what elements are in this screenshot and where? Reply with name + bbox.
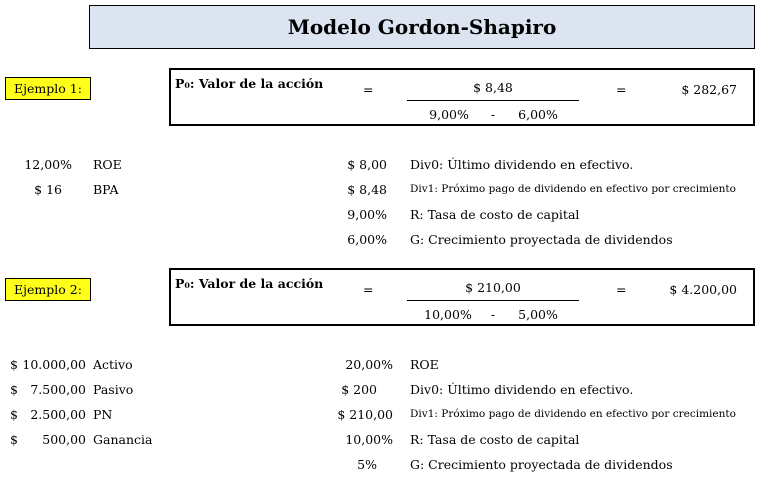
activo-label: Activo xyxy=(93,357,133,372)
div1-value: $ 210,00 xyxy=(337,407,393,422)
g-desc: G: Crecimiento proyectada de dividendos xyxy=(410,232,673,247)
pn-value: 2.500,00 xyxy=(30,407,86,422)
g-value: 6,00% xyxy=(347,232,387,247)
r-value: 9,00% xyxy=(347,207,387,222)
formula-label: P₀: Valor de la acción xyxy=(175,276,324,291)
pasivo-value: 7.500,00 xyxy=(30,382,86,397)
roe-value: 12,00% xyxy=(24,157,72,172)
roe-value: 20,00% xyxy=(345,357,393,372)
roe-desc: ROE xyxy=(410,357,439,372)
div0-desc: Div0: Último dividendo en efectivo. xyxy=(410,157,634,172)
equals-sign: = xyxy=(363,82,374,97)
div0-value: $ 200 xyxy=(341,382,377,397)
equals-sign: = xyxy=(363,282,374,297)
g-desc: G: Crecimiento proyectada de dividendos xyxy=(410,457,673,472)
example-2-label: Ejemplo 2: xyxy=(5,278,91,301)
activo-value: 10.000,00 xyxy=(22,357,86,372)
div0-desc: Div0: Último dividendo en efectivo. xyxy=(410,382,634,397)
bpa-value: $ 16 xyxy=(34,182,62,197)
formula-denominator-rate: 10,00% xyxy=(424,307,472,322)
g-value: 5% xyxy=(357,457,377,472)
example-1-label: Ejemplo 1: xyxy=(5,77,91,100)
equals-sign: = xyxy=(616,82,627,97)
div0-value: $ 8,00 xyxy=(347,157,387,172)
formula-numerator: $ 8,48 xyxy=(473,80,513,95)
roe-label: ROE xyxy=(93,157,122,172)
r-desc: R: Tasa de costo de capital xyxy=(410,207,580,222)
ganancia-value: 500,00 xyxy=(42,432,86,447)
div1-desc: Div1: Próximo pago de dividendo en efectivo por crecimiento xyxy=(410,408,736,420)
pasivo-label: Pasivo xyxy=(93,382,134,397)
bpa-label: BPA xyxy=(93,182,119,197)
currency-symbol: $ xyxy=(10,407,18,422)
equals-sign: = xyxy=(616,282,627,297)
formula-denominator-rate: 9,00% xyxy=(429,107,469,122)
currency-symbol: $ xyxy=(10,382,18,397)
r-desc: R: Tasa de costo de capital xyxy=(410,432,580,447)
formula-denominator-growth: 6,00% xyxy=(518,107,558,122)
r-value: 10,00% xyxy=(345,432,393,447)
formula-numerator: $ 210,00 xyxy=(465,280,521,295)
div1-desc: Div1: Próximo pago de dividendo en efectivo por crecimiento xyxy=(410,183,736,195)
example-2-formula-box xyxy=(169,268,755,326)
ganancia-label: Ganancia xyxy=(93,432,153,447)
minus-sign: - xyxy=(490,107,496,122)
fraction-line xyxy=(407,300,579,301)
fraction-line xyxy=(407,100,579,101)
currency-symbol: $ xyxy=(10,357,18,372)
formula-result: $ 4.200,00 xyxy=(669,282,737,297)
minus-sign: - xyxy=(490,307,496,322)
formula-label: P₀: Valor de la acción xyxy=(175,76,324,91)
formula-result: $ 282,67 xyxy=(681,82,737,97)
page-title: Modelo Gordon-Shapiro xyxy=(89,5,755,49)
example-1-formula-box xyxy=(169,68,755,126)
currency-symbol: $ xyxy=(10,432,18,447)
div1-value: $ 8,48 xyxy=(347,182,387,197)
formula-denominator-growth: 5,00% xyxy=(518,307,558,322)
pn-label: PN xyxy=(93,407,113,422)
